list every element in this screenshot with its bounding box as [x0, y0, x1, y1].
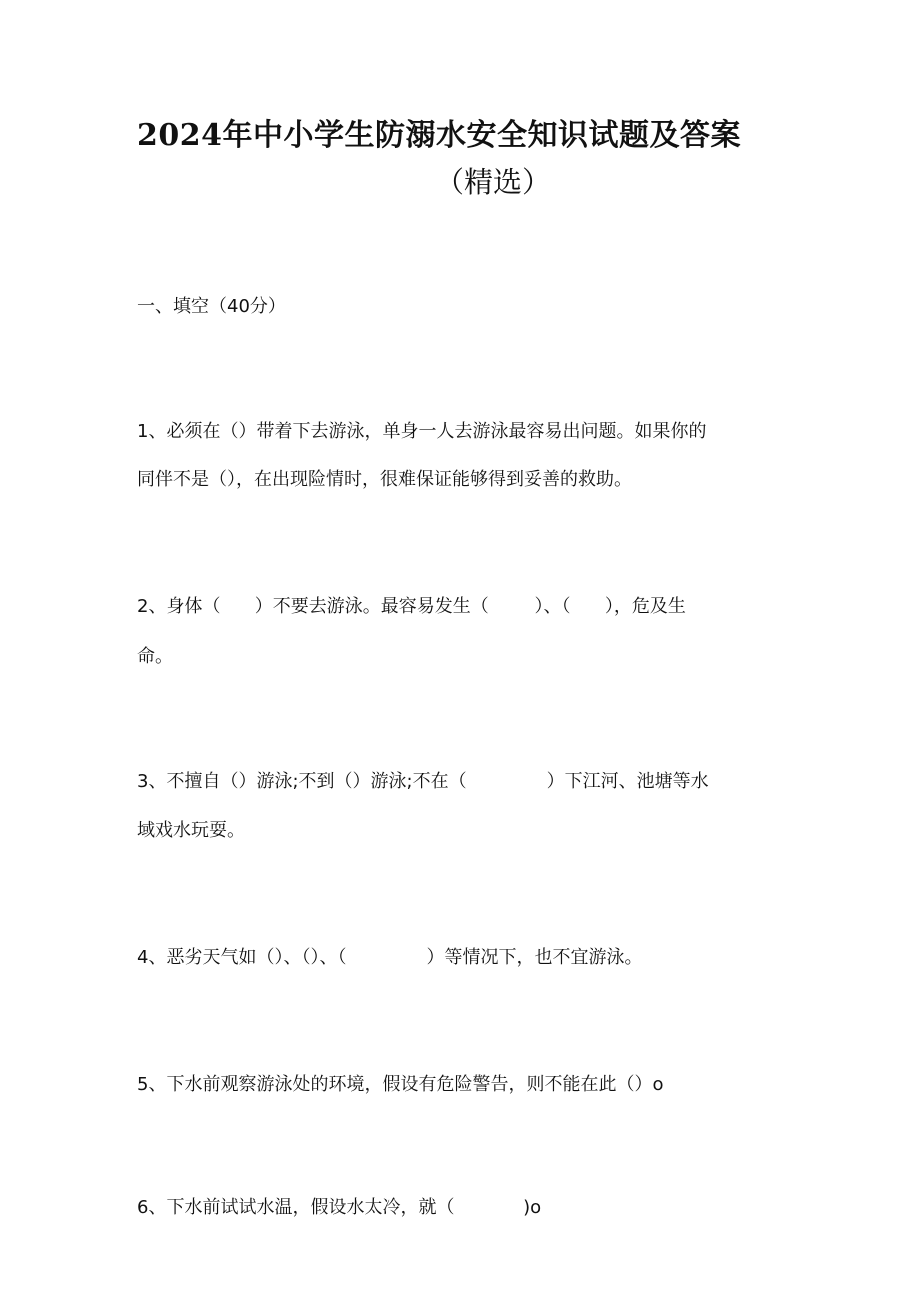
section-heading: 一、填空（40分）	[137, 296, 286, 317]
question-3-line-1: 3、不擅自（）游泳;不到（）游泳;不在（ ）下江河、池塘等水	[137, 771, 709, 792]
question-1-line-2: 同伴不是（），在出现险情时，很难保证能够得到妥善的救助。	[137, 469, 632, 490]
question-2-line-1: 2、身体（ ）不要去游泳。最容易发生（ ）、（ ），危及生	[137, 596, 686, 617]
document-subtitle: （精选）	[435, 165, 552, 199]
document-title: 2024年中小学生防溺水安全知识试题及答案	[137, 118, 741, 153]
question-3-line-2: 域戏水玩耍。	[137, 820, 245, 841]
question-6-line-1: 6、下水前试试水温，假设水太冷，就（ )o	[137, 1197, 542, 1218]
question-4-line-1: 4、恶劣天气如（）、（）、（ ）等情况下，也不宜游泳。	[137, 947, 643, 968]
question-2-line-2: 命。	[137, 646, 173, 667]
question-5-line-1: 5、下水前观察游泳处的环境，假设有危险警告，则不能在此（）o	[137, 1074, 664, 1095]
question-1-line-1: 1、必须在（）带着下去游泳，单身一人去游泳最容易出问题。如果你的	[137, 421, 707, 442]
